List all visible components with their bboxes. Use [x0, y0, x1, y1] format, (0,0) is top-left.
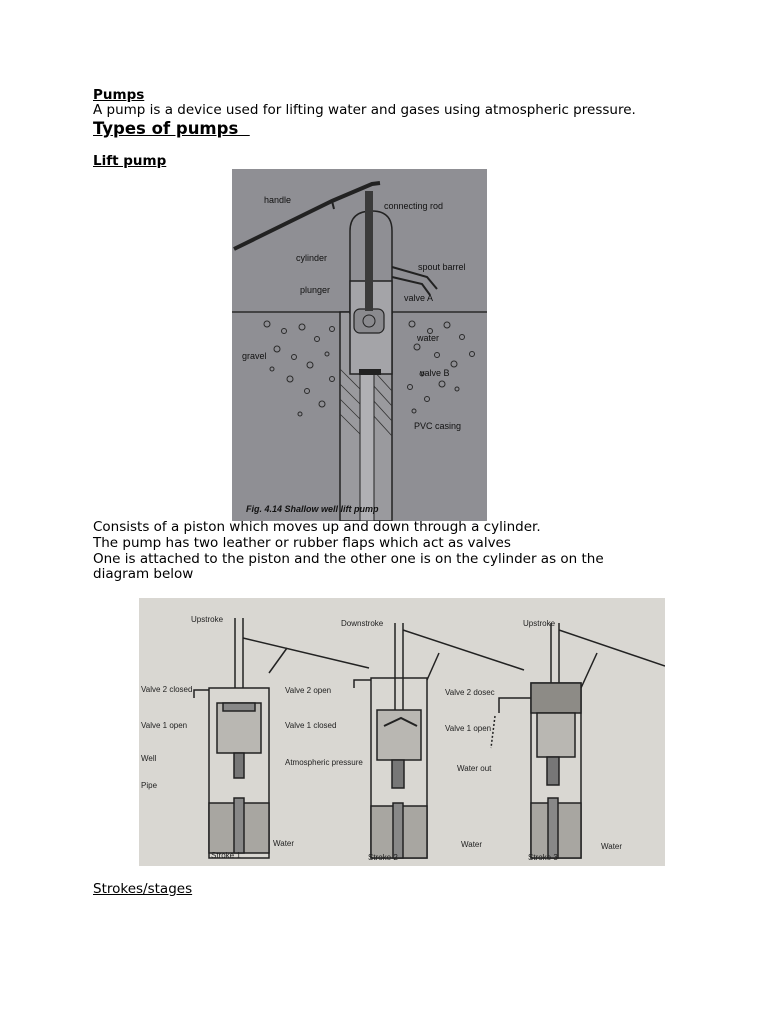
label-valve1-closed: Valve 1 closed — [285, 721, 337, 730]
label-upstroke-3: Upstroke — [523, 619, 556, 628]
description-line-1: Consists of a piston which moves up and down through a cylinder. — [93, 519, 541, 535]
label-valve-a: valve A — [404, 293, 434, 303]
label-upstroke-1: Upstroke — [191, 615, 224, 624]
label-downstroke: Downstroke — [341, 619, 384, 628]
figure1-caption: Fig. 4.14 Shallow well lift pump — [246, 504, 379, 514]
label-handle: handle — [264, 195, 292, 205]
label-water: water — [417, 333, 440, 343]
label-water-1: Water — [273, 839, 295, 848]
label-pvc-casing: PVC casing — [414, 421, 462, 431]
label-atmospheric-pressure: Atmospheric pressure — [285, 758, 363, 767]
label-connecting-rod: connecting rod — [384, 201, 444, 211]
heading-pumps: Pumps — [93, 87, 145, 103]
label-spout-barrel: spout barrel — [418, 262, 466, 272]
heading-strokes-stages: Strokes/stages — [93, 881, 193, 897]
label-valve2-closed: Valve 2 closed — [141, 685, 193, 694]
label-water-out: Water out — [457, 764, 492, 773]
label-pipe: Pipe — [141, 781, 158, 790]
description-line-2: The pump has two leather or rubber flaps which act as valves — [93, 534, 511, 551]
label-stroke-2: Stroke 2 — [368, 853, 398, 862]
label-valve2-dosec: Valve 2 dosec — [445, 688, 495, 697]
heading-types-of-pumps: Types of pumps — [93, 119, 250, 138]
label-gravel: gravel — [242, 351, 267, 361]
label-well: Well — [141, 754, 157, 763]
lift-pump-figure — [232, 169, 487, 521]
label-cylinder: cylinder — [296, 253, 328, 263]
label-water-3: Water — [601, 842, 623, 851]
label-valve2-open: Valve 2 open — [285, 686, 332, 695]
description-line-3: One is attached to the piston and the other one is on the cylinder as on the diagram below — [93, 550, 604, 583]
pump-definition: A pump is a device used for lifting water and gases using atmospheric pressure. — [93, 102, 636, 118]
label-stroke-3: Stroke 3 — [528, 853, 558, 862]
label-valve-b: valve B — [420, 368, 450, 378]
label-stroke-1: Stroke 1 — [211, 851, 241, 860]
label-plunger: plunger — [300, 285, 331, 295]
label-valve1-open-3: Valve 1 open — [445, 724, 492, 733]
label-water-2: Water — [461, 840, 483, 849]
pump-description — [93, 520, 653, 583]
strokes-figure — [139, 598, 665, 866]
label-valve1-open: Valve 1 open — [141, 721, 188, 730]
heading-lift-pump: Lift pump — [93, 153, 167, 169]
